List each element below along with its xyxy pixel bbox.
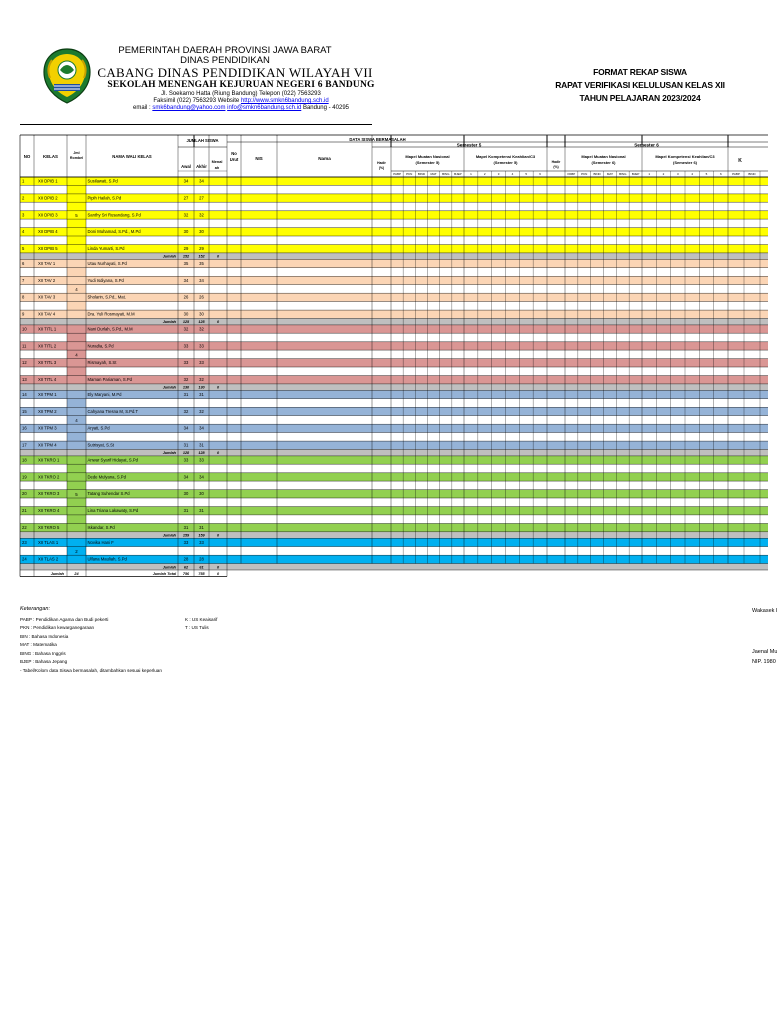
row-kelas: XII TAV 1 xyxy=(38,260,56,266)
row-no: 21 xyxy=(22,508,27,514)
header-rombel: Jml xyxy=(73,151,80,155)
total-meninggal: 0 xyxy=(216,571,220,576)
header-komp-num: 6 xyxy=(539,172,541,176)
header-komp-num: 1 xyxy=(648,172,651,176)
sum-akhir: 125 xyxy=(198,320,205,325)
row-kelas: XII TITL 4 xyxy=(38,377,57,383)
header-mapel-kompetensi: Mapel Kompetensi Keahlian/C3 xyxy=(655,154,715,159)
row-kelas: XII TPM 4 xyxy=(38,442,57,448)
row-wali: Sholarin, S.Pd., Mat. xyxy=(87,294,126,300)
row-wali: Aryati, S.Pd xyxy=(87,425,110,431)
row-kelas: XII DPIB 1 xyxy=(38,178,58,184)
row-kelas: XII TKRO 2 xyxy=(38,474,60,480)
header-subject: PKN xyxy=(581,172,588,176)
sum-akhir: 128 xyxy=(198,451,205,456)
row-no: 16 xyxy=(22,425,27,431)
header-branch: CABANG DINAS PENDIDIKAN WILAYAH VII xyxy=(97,65,373,80)
row-wali: Santhy Sri Rusandang, S.Pd xyxy=(87,212,141,218)
row-wali: Doni Muhamad, S.Pd., M.Pd xyxy=(87,229,141,235)
legend-item: BIN : Bahasa Indonesia xyxy=(20,633,69,639)
table-row-spacer xyxy=(20,547,768,556)
table-row-spacer xyxy=(20,481,768,490)
total-label: Jumlah Total xyxy=(152,571,176,576)
header-subject: MAT xyxy=(606,172,613,176)
email-label: email : xyxy=(132,105,151,111)
row-wali: Tatang Suhendar S.Pd xyxy=(87,491,130,497)
header-komp-num: 5 xyxy=(705,172,708,176)
row-wali: Rismayah, S.St xyxy=(87,360,117,366)
row-no: 19 xyxy=(22,474,27,480)
header-mapel-nasional: Mapel Muatan Nasional xyxy=(581,154,626,159)
row-wali: Nuradia, S.Pd xyxy=(87,343,114,349)
table-row-spacer xyxy=(20,399,768,408)
header-subject: MAT xyxy=(430,172,437,176)
sum-label: Jumlah xyxy=(162,254,176,259)
header-semester-5: Semester 5 xyxy=(456,142,482,148)
table-row-spacer xyxy=(20,367,768,376)
signature-name: Jaenal Mu xyxy=(752,649,777,655)
table-row xyxy=(20,245,768,253)
row-awal: 32 xyxy=(183,408,189,414)
table-row xyxy=(20,473,768,481)
header-hadir: Hadir xyxy=(551,160,561,164)
sum-akhir: 159 xyxy=(198,533,205,538)
table-row xyxy=(20,555,768,563)
sum-meninggal: 0 xyxy=(216,320,220,325)
row-no: 2 xyxy=(22,195,25,201)
row-no: 23 xyxy=(22,539,27,545)
header-hadir: Hadir xyxy=(377,161,386,165)
sum-akhir: 152 xyxy=(198,254,205,259)
legend-title: Keterangan: xyxy=(20,606,50,612)
sum-akhir: 130 xyxy=(198,385,205,390)
header-subject: BING xyxy=(442,172,450,176)
row-akhir: 33 xyxy=(199,457,204,463)
row-awal: 33 xyxy=(183,457,189,463)
header-k: K xyxy=(738,158,742,164)
legend-item: PABP : Pendidikan Agama dan Budi pekerti xyxy=(20,617,109,622)
header-department: DINAS PENDIDIKAN xyxy=(180,55,270,66)
fax-text: Faksimil (022) 7563293 Website xyxy=(153,98,240,104)
row-kelas: XII TAV 3 xyxy=(38,294,56,300)
header-rombel: Rombel xyxy=(69,156,84,160)
row-rombel: 4 xyxy=(75,352,78,358)
header-komp-num: 6 xyxy=(719,172,722,176)
row-awal: 33 xyxy=(183,360,189,366)
row-rombel: 4 xyxy=(75,286,78,292)
row-awal: 30 xyxy=(183,229,189,235)
table-row-spacer xyxy=(20,185,768,194)
row-akhir: 32 xyxy=(199,408,204,414)
row-no: 22 xyxy=(22,525,27,530)
total-awal: 756 xyxy=(182,571,190,576)
row-akhir: 28 xyxy=(199,556,204,562)
table-row-spacer xyxy=(20,498,768,507)
row-awal: 32 xyxy=(183,212,189,218)
sum-akhir: 61 xyxy=(199,565,204,570)
row-kelas: XII TLAS 2 xyxy=(38,556,59,562)
header-mapel-kompetensi: (Semester 5) xyxy=(493,160,518,165)
row-wali: Yudi Isdiyana, S.Pd xyxy=(87,277,124,283)
legend-item: T : US Tulis xyxy=(185,625,209,631)
row-akhir: 34 xyxy=(199,277,204,283)
header-no-urut: Urut xyxy=(229,157,239,162)
row-awal: 32 xyxy=(183,326,189,332)
row-akhir: 33 xyxy=(199,360,204,366)
row-akhir: 30 xyxy=(199,491,204,497)
header-semester-6: Semester 6 xyxy=(634,142,659,148)
sum-label: Jumlah xyxy=(162,565,176,570)
sum-label: Jumlah xyxy=(162,533,176,538)
row-akhir: 32 xyxy=(199,326,204,332)
table-row xyxy=(20,259,768,267)
row-kelas: XII DPIB 5 xyxy=(38,246,58,252)
row-no: 3 xyxy=(22,212,25,218)
row-akhir: 30 xyxy=(199,311,204,317)
row-akhir: 34 xyxy=(199,425,204,431)
doc-title-3: TAHUN PELAJARAN 2023/2024 xyxy=(579,93,701,103)
row-kelas: XII TAV 2 xyxy=(38,277,56,283)
row-no: 15 xyxy=(22,408,27,414)
table-row-spacer xyxy=(20,515,768,524)
row-awal: 30 xyxy=(183,311,189,317)
row-rombel: 5 xyxy=(75,212,78,218)
table-row xyxy=(20,390,768,398)
row-no: 24 xyxy=(22,556,27,562)
signature-nip: NIP. 1980 xyxy=(752,659,776,665)
header-wali: NAMA WALI KELAS xyxy=(112,154,152,159)
recap-table xyxy=(20,135,768,597)
table-row-spacer xyxy=(20,202,768,211)
table-row-spacer xyxy=(20,236,768,245)
table-row-spacer xyxy=(20,285,768,294)
table-row xyxy=(20,424,768,432)
legend-item: BING : Bahasa Inggris xyxy=(20,650,66,656)
row-awal: 35 xyxy=(183,260,189,266)
footer-rombel-total: 24 xyxy=(74,571,79,576)
header-subject: PABP xyxy=(732,172,740,176)
sum-label: Jumlah xyxy=(162,385,176,390)
header-address: Jl. Soekarno Hatta (Riung Bandung) Telepon (022) 7563293 xyxy=(161,91,321,97)
header-no-urut: No xyxy=(231,151,237,156)
header-mapel-kompetensi: Mapel Kompetensi Keahlian/C3 xyxy=(475,154,536,159)
footer-jumlah-label: Jumlah xyxy=(50,571,64,576)
doc-title-1: FORMAT REKAP SISWA xyxy=(593,67,687,77)
sum-awal: 128 xyxy=(182,451,190,456)
row-awal: 34 xyxy=(183,178,189,184)
sum-meninggal: 0 xyxy=(216,385,220,390)
row-kelas: XII TPM 3 xyxy=(38,425,57,431)
header-fax-web xyxy=(36,98,446,104)
row-no: 13 xyxy=(22,377,27,383)
sum-row xyxy=(20,564,768,571)
table-row-spacer xyxy=(20,268,768,277)
row-akhir: 29 xyxy=(199,246,204,252)
row-no: 14 xyxy=(22,391,27,397)
row-wali: Ely Maryani, M.Pd xyxy=(87,391,122,397)
row-wali: Dra. Yuli Rosmayati, M.M xyxy=(87,311,135,317)
row-wali: Cahyana Tresna M, S.Pd.T xyxy=(87,408,139,414)
email-link-2[interactable]: info@smkn6bandung.sch.id xyxy=(227,105,302,111)
table-row-spacer xyxy=(20,333,768,342)
row-no: 6 xyxy=(22,260,25,266)
sum-meninggal: 0 xyxy=(216,254,220,259)
sum-awal: 130 xyxy=(182,385,190,390)
row-kelas: XII TKRO 3 xyxy=(38,491,60,497)
header-jumlah-siswa: JUMLAH SISWA xyxy=(186,138,219,143)
row-awal: 33 xyxy=(183,539,189,545)
header-hadir: (%) xyxy=(378,166,385,170)
header-mapel-nasional: (Semester 5) xyxy=(415,160,440,165)
recap-table-grid xyxy=(20,135,768,597)
row-awal: 30 xyxy=(183,491,189,497)
row-no: 12 xyxy=(22,360,27,366)
row-awal: 28 xyxy=(183,556,189,562)
row-kelas: XII TKRO 5 xyxy=(38,525,60,530)
row-wali: Anwar Syarif Hidayat, S.Pd xyxy=(87,457,139,463)
row-kelas: XII TITL 1 xyxy=(38,326,57,332)
row-wali: Dede Mulyana, S.Pd xyxy=(87,474,126,480)
row-no: 18 xyxy=(22,457,27,463)
table-row xyxy=(20,538,768,546)
row-akhir: 34 xyxy=(199,474,204,480)
row-awal: 32 xyxy=(183,377,189,383)
header-meninggal: Menal xyxy=(211,160,223,164)
header-subject: PKN xyxy=(406,172,413,176)
row-no: 10 xyxy=(22,326,27,332)
row-awal: 29 xyxy=(183,246,189,252)
row-akhir: 31 xyxy=(199,525,204,530)
row-awal: 34 xyxy=(183,425,189,431)
row-rombel: 4 xyxy=(75,417,78,423)
row-akhir: 32 xyxy=(199,212,204,218)
header-subject: BIND xyxy=(748,172,756,176)
legend-item: K : US Keaisarif xyxy=(185,617,218,622)
row-kelas: XII DPIB 4 xyxy=(38,229,58,235)
row-kelas: XII TKRO 1 xyxy=(38,457,60,463)
row-awal: 31 xyxy=(183,508,189,514)
header-mapel-kompetensi: (Semester 6) xyxy=(672,160,698,165)
header-komp-num: 2 xyxy=(483,172,486,176)
row-kelas: XII TAV 4 xyxy=(38,311,56,317)
header-komp-num: 4 xyxy=(511,172,514,176)
table-row xyxy=(20,359,768,367)
header-komp-num: 2 xyxy=(662,172,665,176)
sum-row xyxy=(20,384,768,391)
row-wali: Ulfana Mauliah, S.Pd xyxy=(87,556,127,562)
table-row-spacer xyxy=(20,433,768,442)
row-akhir: 27 xyxy=(199,195,204,201)
row-awal: 31 xyxy=(183,442,189,448)
row-akhir: 33 xyxy=(199,539,204,545)
row-akhir: 31 xyxy=(199,442,204,448)
row-kelas: XII TITL 3 xyxy=(38,360,57,366)
email-link-1[interactable]: smk6bandung@yahoo.com xyxy=(152,105,226,111)
table-row-spacer xyxy=(20,464,768,473)
header-komp-num: 4 xyxy=(691,172,694,176)
row-awal: 26 xyxy=(183,294,189,300)
sum-meninggal: 0 xyxy=(216,565,220,570)
table-row-spacer xyxy=(20,302,768,311)
header-school: SEKOLAH MENENGAH KEJURUAN NEGERI 6 BANDUNG xyxy=(107,80,375,90)
table-row xyxy=(20,376,768,384)
table-row xyxy=(20,524,768,532)
legend-item: BJEP : Bahasa Jepang xyxy=(20,659,68,664)
header-subject: PABP xyxy=(567,172,576,176)
header-nama: Nama xyxy=(318,156,331,161)
table-row xyxy=(20,441,768,449)
row-akhir: 31 xyxy=(199,508,204,514)
row-awal: 33 xyxy=(183,343,189,349)
signature-role: Wakasek I xyxy=(752,608,777,614)
header-mapel-nasional: Mapel Muatan Nasional xyxy=(405,154,450,159)
total-row xyxy=(20,570,768,577)
sum-row xyxy=(20,449,768,456)
row-wali: Linda Yumarti, S.Pd xyxy=(87,246,125,252)
row-akhir: 32 xyxy=(199,377,204,383)
row-no: 20 xyxy=(22,491,27,497)
table-row-spacer xyxy=(20,416,768,425)
header-mapel-nasional: (Semester 6) xyxy=(591,160,616,165)
row-kelas: XII TKRO 4 xyxy=(38,508,60,514)
row-kelas: XII TITL 2 xyxy=(38,343,57,349)
sum-label: Jumlah xyxy=(162,451,176,456)
sum-row xyxy=(20,532,768,539)
row-no: 1 xyxy=(22,178,25,184)
table-row xyxy=(20,276,768,284)
table-row-spacer xyxy=(20,350,768,359)
row-akhir: 30 xyxy=(199,229,204,235)
row-no: 4 xyxy=(22,229,25,235)
header-awal: Awal xyxy=(181,164,191,169)
doc-title-2: RAPAT VERIFIKASI KELULUSAN KELAS XII xyxy=(555,80,725,90)
row-akhir: 31 xyxy=(199,391,204,397)
sum-awal: 152 xyxy=(182,254,190,259)
header-divider xyxy=(20,124,372,125)
sum-row xyxy=(20,253,768,260)
row-akhir: 35 xyxy=(199,260,204,266)
row-wali: Lina Triana Lakawaty, S.Pd xyxy=(87,508,139,514)
row-rombel: 2 xyxy=(75,548,78,554)
row-wali: Novika Hani F xyxy=(87,539,114,545)
header-subject: PABP xyxy=(393,172,401,176)
sum-label: Jumlah xyxy=(162,320,176,325)
row-no: 11 xyxy=(22,343,27,349)
row-akhir: 26 xyxy=(199,294,204,300)
row-no: 17 xyxy=(22,442,27,448)
header-akhir: Akhir xyxy=(196,164,207,169)
row-wali: Nani Durlah, S.Pd., M.M xyxy=(87,326,133,332)
row-no: 7 xyxy=(22,277,25,283)
table-row-spacer xyxy=(20,219,768,228)
row-no: 9 xyxy=(22,311,25,317)
row-awal: 31 xyxy=(183,391,189,397)
sum-awal: 159 xyxy=(182,533,190,538)
table-row xyxy=(20,194,768,202)
legend-note: - Tabel/Kolom data Siswa bermasalah, ditambahkan sesuai keperluan xyxy=(20,668,162,673)
header-subject: BJEP xyxy=(631,172,640,176)
table-row xyxy=(20,490,768,498)
table-row xyxy=(20,342,768,350)
header-subject: BIND xyxy=(417,172,426,176)
row-akhir: 34 xyxy=(199,178,204,184)
header-subject: BJEP xyxy=(454,172,462,176)
header-subject: BIND xyxy=(593,172,601,176)
sum-awal: 125 xyxy=(182,320,190,325)
email-suffix: Bandung - 40295 xyxy=(302,105,349,111)
legend-item: MAT : Matematika xyxy=(20,642,57,648)
table-row xyxy=(20,293,768,301)
header-komp-num: 1 xyxy=(470,172,472,176)
row-kelas: XII DPIB 3 xyxy=(38,212,58,218)
row-awal: 34 xyxy=(183,474,189,480)
legend-item: PKN : Pendidikan kewarganegaraan xyxy=(20,625,95,631)
row-akhir: 33 xyxy=(199,343,204,349)
row-wali: Susilawati, S.Pd xyxy=(87,178,118,184)
row-kelas: XII DPIB 2 xyxy=(38,195,58,201)
row-wali: Maman Pariaman, S.Pd xyxy=(87,377,132,383)
row-rombel: 5 xyxy=(75,491,78,497)
row-kelas: XII TLAS 1 xyxy=(38,539,59,545)
row-no: 8 xyxy=(22,294,25,300)
row-wali: Sutrisyat, S.St xyxy=(87,442,115,448)
header-email xyxy=(36,105,446,111)
row-kelas: XII TPM 1 xyxy=(38,391,57,397)
header-kelas: KELAS xyxy=(43,154,58,159)
row-wali: Utau Nurhayati, S.Pd xyxy=(87,260,127,266)
sum-meninggal: 0 xyxy=(216,451,220,456)
row-awal: 31 xyxy=(183,525,189,530)
row-awal: 27 xyxy=(183,195,189,201)
table-row xyxy=(20,177,768,185)
header-nis: NIS xyxy=(255,156,263,161)
header-komp-num: 3 xyxy=(676,172,679,176)
header-komp-num: 5 xyxy=(525,172,528,176)
row-awal: 34 xyxy=(183,277,189,283)
header-government: PEMERINTAH DAERAH PROVINSI JAWA BARAT xyxy=(118,45,332,56)
row-wali: Pipih Hailah, S.Pd xyxy=(87,195,122,201)
website-link[interactable]: http://www.smkn6bandung.sch.id xyxy=(240,98,329,104)
row-no: 5 xyxy=(22,246,25,252)
header-komp-num: 3 xyxy=(497,172,500,176)
sum-meninggal: 0 xyxy=(216,533,220,538)
header-hadir: (%) xyxy=(553,165,559,169)
header-meninggal: ah xyxy=(214,166,220,170)
row-kelas: XII TPM 2 xyxy=(38,408,57,414)
sum-row xyxy=(20,318,768,325)
header-subject: BING xyxy=(619,172,627,176)
sum-awal: 62 xyxy=(183,565,189,570)
total-akhir: 755 xyxy=(198,571,205,576)
header-data-bermasalah: DATA SISWA BERMASALAH xyxy=(349,137,406,142)
header-no: NO xyxy=(23,154,31,159)
row-wali: Iskandar, S.Pd xyxy=(87,525,115,530)
